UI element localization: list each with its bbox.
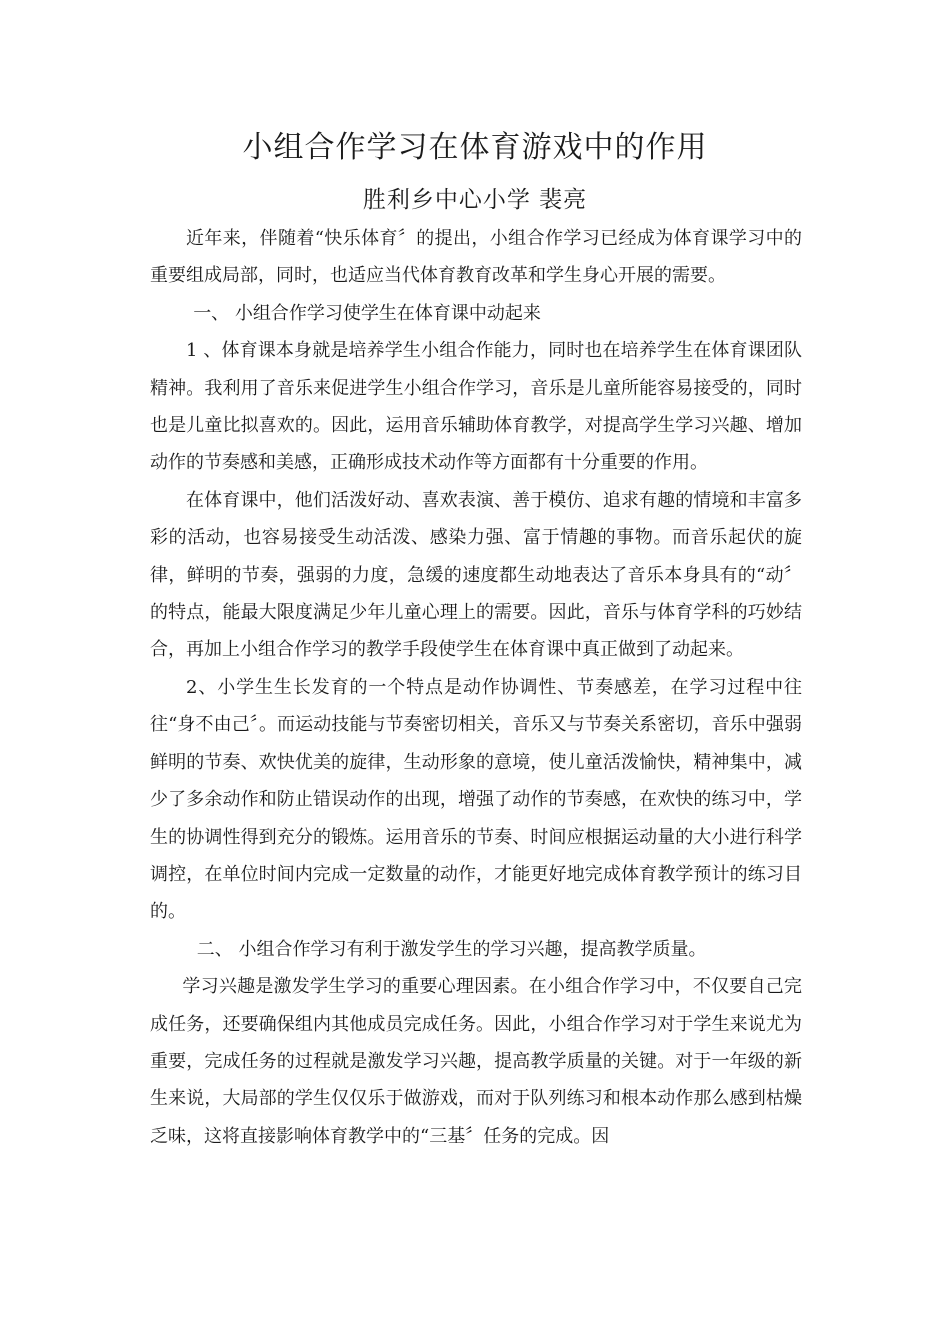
- document-title: 小组合作学习在体育游戏中的作用: [242, 130, 708, 165]
- document-author: 胜利乡中心小学 裴亮: [362, 187, 588, 213]
- paragraph-interest: 学习兴趣是激发学生学习的重要心理因素。在小组合作学习中，不仅要自己完成任务，还要确保组内其他成员完成任务。因此，小组合作学习对于学生来说尤为重要，完成任务的过程就是激发学习兴趣，提高教学质量的关键。对于一年级的新生来说，大局部的学生仅仅乐于做游戏，而对于队列练习和根本动作那么感到枯燥乏味，这将直接影响体育教学中的“三基〞任务的完成。因: [150, 976, 802, 1147]
- paragraph-point-2: 2、小学生生长发育的一个特点是动作协调性、节奏感差，在学习过程中往往“身不由己〞。而运动技能与节奏密切相关，音乐又与节奏关系密切，音乐中强弱鲜明的节奏、欢快优美的旋律，生动形象的意境，使儿童活泼愉快，精神集中，减少了多余动作和防止错误动作的出现，增强了动作的节奏感，在欢快的练习中，学生的协调性得到充分的锻炼。运用音乐的节奏、时间应根据运动量的大小进行科学调控，在单位时间内完成一定数量的动作，才能更好地完成体育教学预计的练习目的。: [150, 676, 802, 923]
- section-heading-2: 二、 小组合作学习有利于激发学生的学习兴趣，提高教学质量。: [196, 938, 707, 960]
- paragraph-music-activity: 在体育课中，他们活泼好动、喜欢表演、善于模仿、追求有趣的情境和丰富多彩的活动，也容易接受生动活泼、感染力强、富于情趣的事物。而音乐起伏的旋律，鲜明的节奏，强弱的力度，急缓的速度都生动地表达了音乐本身具有的“动〞的特点，能最大限度满足少年儿童心理上的需要。因此，音乐与体育学科的巧妙结合，再加上小组合作学习的教学手段使学生在体育课中真正做到了动起来。: [150, 489, 802, 661]
- paragraph-point-1: 1 、体育课本身就是培养学生小组合作能力，同时也在培养学生在体育课团队精神。我利用了音乐来促进学生小组合作学习，音乐是儿童所能容易接受的，同时也是儿童比拟喜欢的。因此，运用音乐辅助体育教学，对提高学生学习兴趣、增加动作的节奏感和美感，正确形成技术动作等方面都有十分重要的作用。: [150, 340, 802, 474]
- section-heading-1: 一、 小组合作学习使学生在体育课中动起来: [193, 302, 541, 324]
- paragraph-intro: 近年来，伴随着“快乐体育〞的提出，小组合作学习已经成为体育课学习中的重要组成局部，同时，也适应当代体育教育改革和学生身心开展的需要。: [150, 228, 802, 287]
- document-body: [150, 220, 802, 1155]
